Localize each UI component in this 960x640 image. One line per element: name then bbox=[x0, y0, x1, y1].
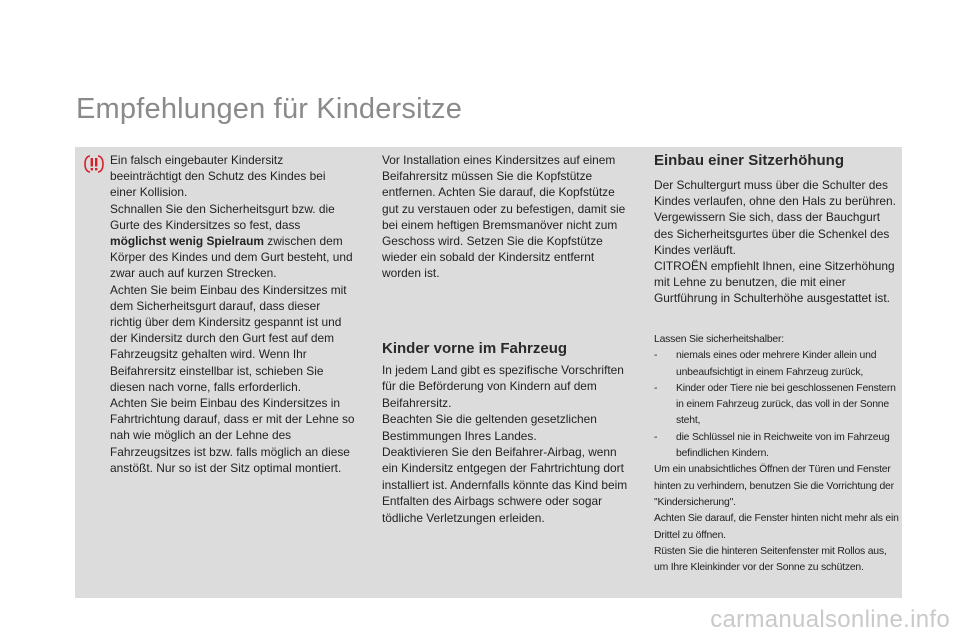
booster-text bbox=[654, 177, 900, 307]
warning-paragraph-4: Achten Sie beim Einbau des Kindersitzes in Fahrtrichtung darauf, dass er mit der Lehne so nah wie möglich an der Lehne des Fahrzeugsitzes ist bzw. falls möglich an diese anstößt. Nur so ist der Sitz optimal montiert. bbox=[110, 396, 355, 475]
booster-paragraph-1: Der Schultergurt muss über die Schulter des Kindes verlaufen, ohne den Hals zu berühren. bbox=[654, 178, 896, 209]
list-item bbox=[654, 430, 900, 463]
bullet-dash: - bbox=[654, 350, 658, 362]
front-paragraph-3: Deaktivieren Sie den Beifahrer-Airbag, wenn ein Kindersitz entgegen der Fahrtrichtung dort installiert ist. Andernfalls könnte das Kind beim Entfalten des Airbags schwere oder sogar tödliche Verletzungen erleiden. bbox=[382, 445, 628, 525]
bullet-text: die Schlüssel nie in Reichweite von im Fahrzeug befindlichen Kindern. bbox=[676, 431, 890, 460]
page-title: Empfehlungen für Kindersitze bbox=[76, 93, 463, 125]
warning-paragraph-1: Ein falsch eingebauter Kindersitz beeinträchtigt den Schutz des Kindes bei einer Kollision. bbox=[110, 153, 326, 200]
booster-paragraph-2: Vergewissern Sie sich, dass der Bauchgurt des Sicherheitsgurtes über die Schenkel des Kindes verläuft. bbox=[654, 210, 890, 257]
safety-paragraph-3: Rüsten Sie die hinteren Seitenfenster mit Rollos aus, um Ihre Kleinkinder vor der Sonne zu schützen. bbox=[654, 545, 887, 574]
bullet-text: Kinder oder Tiere nie bei geschlossenen Fenstern in einem Fahrzeug zurück, das voll in der Sonne steht, bbox=[676, 382, 896, 427]
safety-paragraph-1: Um ein unabsichtliches Öffnen der Türen und Fenster hinten zu verhindern, benutzen Sie die Vorrichtung der "Kindersicherung". bbox=[654, 464, 894, 508]
warning-text-part: Schnallen Sie den Sicherheitsgurt bzw. die Gurte des Kindersitzes so fest, dass bbox=[110, 201, 335, 232]
warning-text bbox=[110, 152, 355, 476]
bullet-dash: - bbox=[654, 431, 658, 443]
headrest-text bbox=[382, 152, 632, 282]
warning-icon bbox=[83, 155, 105, 173]
safety-paragraph-2: Achten Sie darauf, die Fenster hinten nicht mehr als ein Drittel zu öffnen. bbox=[654, 513, 899, 541]
watermark: carmanualsonline.info bbox=[710, 606, 950, 633]
front-seat-heading: Kinder vorne im Fahrzeug bbox=[382, 340, 568, 357]
warning-text-part: zwischen dem Körper des Kindes und dem Gurt besteht, und zwar auch auf kurzen Strecken. bbox=[110, 234, 353, 281]
headrest-paragraph: Vor Installation eines Kindersitzes auf einem Beifahrersitz müssen Sie die Kopfstütze entfernen. Achten Sie darauf, die Kopfstütze gut zu verstauen oder zu befestigen, damit sie bei einem heftigen Bremsmanöver nicht zum Geschoss wird. Setzen Sie die Kopfstütze wieder ein sobald der Kindersitz entfernt worden ist. bbox=[382, 153, 626, 281]
warning-paragraph-2 bbox=[110, 201, 355, 282]
warning-paragraph-3: Achten Sie beim Einbau des Kindersitzes mit dem Sicherheitsgurt darauf, dass dieser richtig über dem Kindersitz gespannt ist und der Kindersitz durch den Gurt fest auf dem Fahrzeugsitz gehalten wird. Wenn Ihr Beifahrersitz einstellbar ist, schieben Sie diesen nach vorne, falls erforderlich. bbox=[110, 282, 347, 394]
front-paragraph-2: Beachten Sie die geltenden gesetzlichen Bestimmungen Ihres Landes. bbox=[382, 412, 597, 443]
bullet-dash: - bbox=[654, 382, 658, 394]
booster-heading: Einbau einer Sitzerhöhung bbox=[654, 152, 845, 169]
warning-emphasis: möglichst wenig Spielraum bbox=[110, 234, 264, 249]
front-seat-text bbox=[382, 362, 632, 526]
list-item bbox=[654, 381, 900, 430]
list-item bbox=[654, 348, 900, 381]
front-paragraph-1: In jedem Land gibt es spezifische Vorschriften für die Beförderung von Kindern auf dem Beifahrersitz. bbox=[382, 363, 624, 410]
safety-intro: Lassen Sie sicherheitshalber: bbox=[654, 334, 784, 345]
booster-paragraph-3: CITROËN empfiehlt Ihnen, eine Sitzerhöhung mit Lehne zu benutzen, die mit einer Gurtführung in Schulterhöhe ausgestattet ist. bbox=[654, 259, 895, 306]
safety-text bbox=[654, 332, 900, 576]
bullet-text: niemals eines oder mehrere Kinder allein und unbeaufsichtigt in einem Fahrzeug zurück, bbox=[676, 350, 877, 378]
